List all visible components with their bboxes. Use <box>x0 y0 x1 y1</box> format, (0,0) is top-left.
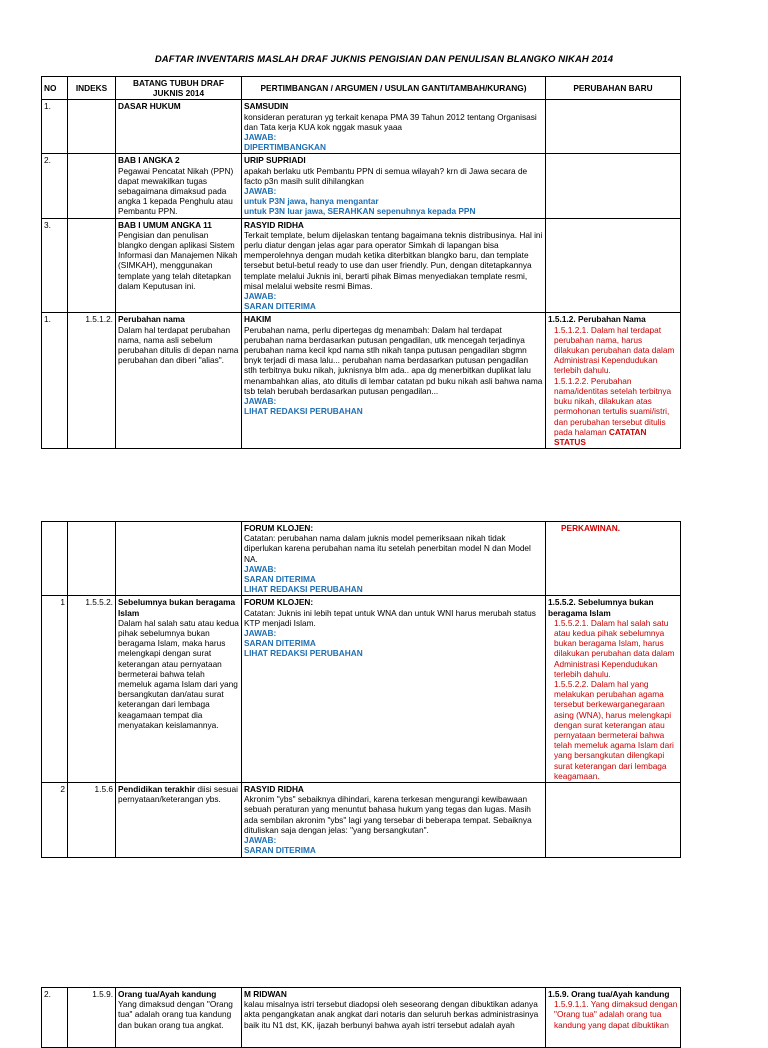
answer-text: LIHAT REDAKSI PERUBAHAN <box>244 648 363 659</box>
inventory-table-1 <box>41 76 681 449</box>
row-indeks: 1.5.1.2. <box>68 313 116 449</box>
jawab-label: JAWAB: <box>244 563 277 574</box>
perubahan-emphasis: CATATAN STATUS <box>554 426 647 447</box>
row-indeks: 1.5.9. <box>68 988 116 1048</box>
batang-heading: Pendidikan terakhir <box>118 784 196 795</box>
batang-cell <box>116 596 242 783</box>
perubahan-cell <box>546 596 681 783</box>
header-row <box>42 77 681 100</box>
row-indeks <box>68 100 116 154</box>
comment-text: kalau misalnya istri tersebut diadopsi oleh seseorang dengan dibuktikan adanya akta pengangkatan anak angkat dari notaris dan seluruh berkas administrasinya baik itu N1 dst, KK, ijazah berbunyi bahwa ayah istri tersebut adalah ayah <box>244 999 539 1030</box>
inventory-table-3 <box>41 987 681 1048</box>
answer-text: untuk P3N jawa, hanya mengantar <box>244 196 379 207</box>
perubahan-item <box>548 376 678 447</box>
header-no: NO <box>42 77 68 100</box>
row-indeks: 1.5.6 <box>68 783 116 857</box>
pertimbangan-cell <box>242 154 546 218</box>
header-perubahan: PERUBAHAN BARU <box>546 77 681 100</box>
row-no: 1 <box>42 596 68 783</box>
perubahan-heading: 1.5.9. Orang tua/Ayah kandung <box>548 989 670 999</box>
comment-text: Akronim "ybs" sebaiknya dihindari, karena terkesan mengurangi kewibawaan sebuah peraturan yang menuntut bahasa hukum yang tegas dan lugas. Masih ada sembilan akronim "ybs" lagi yang tersebar di beberapa tempat. Sebaiknya dituliskan saja dengan jelas: "yang bersangkutan". <box>244 794 532 835</box>
batang-text: Pengisian dan penulisan blangko dengan aplikasi Sistem Informasi dan Manajemen Nikah (SIMKAH), menggunakan template yang telah ditetapkan dalam Keputusan ini. <box>118 229 238 291</box>
pertimbangan-cell <box>242 313 546 449</box>
perubahan-item-text: 1.5.1.2.2. Perubahan nama/identitas setelah terbitnya buku nikah, dilakukan atas permohonan tertulis suami/istri, dan perubahan tersebut ditulis pada halaman <box>554 375 672 437</box>
batang-text: Dalam hal terdapat perubahan nama, nama asli sebelum perubahan ditulis di depan nama perubahan dan diberi "alias". <box>118 324 239 366</box>
batang-cell <box>116 988 242 1048</box>
batang-text: diisi sesuai pernyataan/keterangan ybs. <box>118 784 238 805</box>
header-indeks: INDEKS <box>68 77 116 100</box>
perubahan-item: 1.5.1.2.1. Dalam hal terdapat perubahan nama, harus dilakukan perubahan data dalam Administrasi Kependudukan terlebih dahulu. <box>554 324 675 376</box>
comment-text: apakah berlaku utk Pembantu PPN di semua wilayah? krn di Jawa secara de facto p3n masih sulit dihilangkan <box>244 165 528 186</box>
perubahan-heading: 1.5.5.2. Sebelumnya bukan beragama Islam <box>548 597 654 618</box>
batang-heading: Orang tua/Ayah kandung <box>118 989 217 999</box>
answer-text: DIPERTIMBANGKAN <box>244 142 327 153</box>
row-no: 1. <box>42 100 68 154</box>
commenter-name: RASYID RIDHA <box>244 784 304 795</box>
perubahan-continuation: PERKAWINAN. <box>561 523 621 533</box>
jawab-label: JAWAB: <box>244 132 277 143</box>
table-row <box>42 100 681 154</box>
comment-text: Perubahan nama, perlu dipertegas dg menambah: Dalam hal terdapat perubahan nama berdasarkan putusan pengadilan, utk mencegah terjadinya perubahan nama kecil kpd nama stlh nikah tanpa putusan pengadilan sbgmn bnyk terjadi di masa lalu... perubahan nama berdasarkan putusan pengadilan stlh terbitnya buku nikah, juknisnya blm ada.. apa dg menerbitkan duplikat lalu menambahkan alias, ato ditulis di lembar catatan pd buku nikah asli bahwa nama tsb telah berubah berdasarkan putusan pengadilan... <box>244 324 543 396</box>
jawab-label: JAWAB: <box>244 628 277 639</box>
perubahan-heading: 1.5.1.2. Perubahan Nama <box>548 314 646 325</box>
answer-text: LIHAT REDAKSI PERUBAHAN <box>244 406 363 417</box>
table-row <box>42 522 681 596</box>
perubahan-cell <box>546 783 681 857</box>
table-row <box>42 596 681 783</box>
commenter-name: FORUM KLOJEN: <box>244 523 314 533</box>
pertimbangan-cell <box>242 100 546 154</box>
table-row <box>42 313 681 449</box>
header-batang: BATANG TUBUH DRAF JUKNIS 2014 <box>116 77 242 100</box>
comment-text: Catatan: Juknis ini lebih tepat untuk WNA dan untuk WNI harus merubah status KTP menjadi Islam. <box>244 607 536 628</box>
commenter-name: RASYID RIDHA <box>244 219 304 230</box>
row-indeks <box>68 522 116 596</box>
batang-cell <box>116 313 242 449</box>
inventory-table-2 <box>41 521 681 858</box>
batang-text: Dalam hal salah satu atau kedua pihak sebelumnya bukan beragama Islam, maka harus melengkapi dengan surat keterangan atau pernyataan bermeterai bahwa telah memeluk agama Islam dari yang bersangkutan dan/atau surat keterangan dari lembaga keagamaan tempat dia menyatakan keislamannya. <box>118 617 239 730</box>
perubahan-item: 1.5.5.2.1. Dalam hal salah satu atau kedua pihak sebelumnya bukan beragama Islam, harus dilakukan perubahan data dalam Administrasi Kependudukan terlebih dahulu. <box>554 617 675 679</box>
jawab-label: JAWAB: <box>244 396 277 407</box>
table-row <box>42 988 681 1048</box>
perubahan-cell <box>546 313 681 449</box>
row-indeks <box>68 154 116 218</box>
batang-heading: DASAR HUKUM <box>118 101 181 112</box>
pertimbangan-cell <box>242 783 546 857</box>
table-row <box>42 783 681 857</box>
row-indeks: 1.5.5.2. <box>68 596 116 783</box>
commenter-name: URIP SUPRIADI <box>244 155 306 166</box>
row-no: 2. <box>42 154 68 218</box>
pertimbangan-cell <box>242 522 546 596</box>
perubahan-cell <box>546 154 681 218</box>
jawab-label: JAWAB: <box>244 291 277 302</box>
answer-text: untuk P3N luar jawa, SERAHKAN sepenuhnya kepada PPN <box>244 206 476 217</box>
pertimbangan-cell <box>242 218 546 313</box>
document-title: DAFTAR INVENTARIS MASLAH DRAF JUKNIS PENGISIAN DAN PENULISAN BLANGKO NIKAH 2014 <box>154 54 614 65</box>
comment-text: Terkait template, belum dijelaskan tentang bagaimana teknis distribusinya. Hal ini perlu diatur dengan jelas agar para operator Simkah di lapangan bisa memperolehnya dengan mudah ketika diterbitkan blangko baru, dan template tersebut betul-betul ready to use dan user friendly. Pun, dengan ditetapkannya template melalui Juknis ini, berarti pihak Bimas menyediakan template resmi, misal melalui website resmi Bimas. <box>244 229 543 291</box>
jawab-label: JAWAB: <box>244 186 277 197</box>
comment-text: konsideran peraturan yg terkait kenapa PMA 39 Tahun 2012 tentang Organisasi dan Tata kerja KUA kok nggak masuk yaaa <box>244 111 537 132</box>
row-no <box>42 522 68 596</box>
jawab-label: JAWAB: <box>244 835 277 846</box>
answer-text: SARAN DITERIMA <box>244 574 316 585</box>
row-no: 1. <box>42 313 68 449</box>
pertimbangan-cell <box>242 596 546 783</box>
commenter-name: M RIDWAN <box>244 989 287 999</box>
table-row <box>42 154 681 218</box>
header-pertimbangan: PERTIMBANGAN / ARGUMEN / USULAN GANTI/TAMBAH/KURANG) <box>242 77 546 100</box>
commenter-name: SAMSUDIN <box>244 101 289 112</box>
perubahan-cell <box>546 988 681 1048</box>
perubahan-cell <box>546 522 681 596</box>
perubahan-cell <box>546 218 681 313</box>
batang-text: Yang dimaksud dengan "Orang tua" adalah orang tua kandung dan bukan orang tua angkat. <box>118 999 233 1030</box>
perubahan-cell <box>546 100 681 154</box>
batang-cell <box>116 522 242 596</box>
batang-heading: BAB I ANGKA 2 <box>118 155 180 166</box>
batang-cell <box>116 218 242 313</box>
row-indeks <box>68 218 116 313</box>
commenter-name: HAKIM <box>244 314 272 325</box>
row-no: 2 <box>42 783 68 857</box>
answer-text: SARAN DITERIMA <box>244 845 316 856</box>
batang-cell <box>116 100 242 154</box>
perubahan-item: 1.5.9.1.1. Yang dimaksud dengan "Orang tua" adalah orang tua kandung yang dapat dibuktikan <box>554 999 678 1030</box>
perubahan-item: 1.5.5.2.2. Dalam hal yang melakukan perubahan agama tersebut berkewarganegaraan asing (WNA), harus melengkapi dengan surat keterangan atau pernyataan bermeterai bahwa telah memeluk agama Islam dari yang bersangkutan dilengkapi surat keterangan dari lembaga keagamaan. <box>554 679 674 781</box>
commenter-name: FORUM KLOJEN: <box>244 597 314 608</box>
batang-cell <box>116 154 242 218</box>
pertimbangan-cell <box>242 988 546 1048</box>
batang-heading: BAB I UMUM ANGKA 11 <box>118 219 212 230</box>
batang-heading: Sebelumnya bukan beragama Islam <box>118 597 236 618</box>
table-row <box>42 218 681 313</box>
answer-text: LIHAT REDAKSI PERUBAHAN <box>244 584 363 595</box>
row-no: 2. <box>42 988 68 1048</box>
batang-heading: Perubahan nama <box>118 314 185 325</box>
row-no: 3. <box>42 218 68 313</box>
batang-cell <box>116 783 242 857</box>
answer-text: SARAN DITERIMA <box>244 638 316 649</box>
comment-text: Catatan: perubahan nama dalam juknis model pemeriksaan nikah tidak diperlukan karena perubahan nama itu setelah penerbitan model N dan Model NA. <box>244 533 531 564</box>
batang-text: Pegawai Pencatat Nikah (PPN) dapat mewakilkan tugas sebagaimana dimaksud pada angka 1 kepada Penghulu atau Pembantu PPN. <box>118 165 234 217</box>
answer-text: SARAN DITERIMA <box>244 301 316 312</box>
